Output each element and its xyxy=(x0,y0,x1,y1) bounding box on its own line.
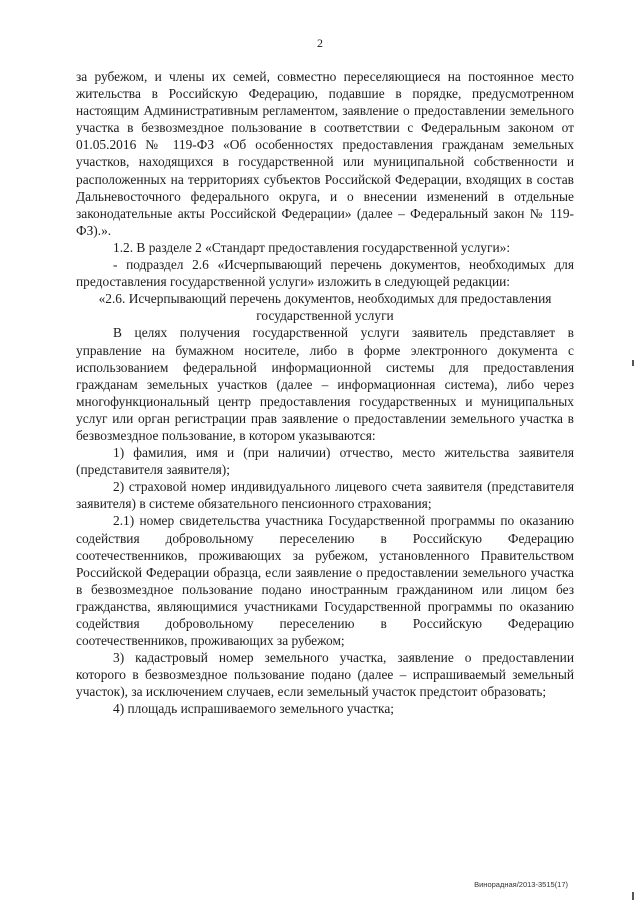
paragraph-application-intro: В целях получения государственной услуги заявитель представляет в управление на бумажном носителе, либо в форме электронного документа с использованием федеральной информационной системы для предоставления гражданам земельных участков (далее – информационная система), либо через многофункциональный центр предоставления государственных и муниципальных услуг или орган регистрации прав заявление о предоставлении земельного участка в безвозмездное пользование, в котором указываются: xyxy=(76,325,574,443)
footer-reference: Винорадная/2013-3515(17) xyxy=(474,880,568,889)
list-item-2-1: 2.1) номер свидетельства участника Государственной программы по оказанию содействия добровольному переселению в Российскую Федерацию соотечественников, проживающих за рубежом, установленного Правительством Российской Федерации образца, если заявление о предоставлении земельного участка в безвозмездное пользование подано иностранным гражданином или лицом без гражданства, являющимися участниками Государственной программы по оказанию содействия добровольному переселению в Российскую Федерацию соотечественников, проживающих за рубежом; xyxy=(76,513,574,649)
list-item-3: 3) кадастровый номер земельного участка, заявление о предоставлении которого в безвозмездное пользование подано (далее – испрашиваемый земельный участок), за исключением случаев, если земельный участок предстоит образовать; xyxy=(76,650,574,700)
list-item-2: 2) страховой номер индивидуального лицевого счета заявителя (представителя заявителя) в системе обязательного пенсионного страхования; xyxy=(76,479,574,512)
section-heading-2-6: «2.6. Исчерпывающий перечень документов, необходимых для предоставления государственной услуги xyxy=(98,291,552,324)
document-body xyxy=(76,68,574,718)
scan-edge-mark xyxy=(632,360,634,366)
list-item-4: 4) площадь испрашиваемого земельного участка; xyxy=(113,701,394,717)
scan-edge-mark xyxy=(632,892,634,900)
page-number: 2 xyxy=(317,36,323,50)
paragraph-section-1-2: 1.2. В разделе 2 «Стандарт предоставления государственной услуги»: xyxy=(113,239,511,255)
paragraph-subsection-2-6: - подраздел 2.6 «Исчерпывающий перечень документов, необходимых для предоставления государственной услуги» изложить в следующей редакции: xyxy=(76,257,574,290)
paragraph-continuation: за рубежом, и члены их семей, совместно переселяющиеся на постоянное место жительства в Российскую Федерацию, подавшие в порядке, предусмотренном настоящим Административным регламентом, заявление о предоставлении земельного участка в безвозмездное пользование в соответствии с Федеральным законом от 01.05.2016 № 119-ФЗ «Об особенностях предоставления гражданам земельных участков, находящихся в государственной или муниципальной собственности и расположенных на территориях субъектов Российской Федерации, входящих в состав Дальневосточного федерального округа, и о внесении изменений в отдельные законодательные акты Российской Федерации» (далее – Федеральный закон № 119-ФЗ).». xyxy=(76,69,574,238)
list-item-1: 1) фамилия, имя и (при наличии) отчество, место жительства заявителя (представителя заявителя); xyxy=(76,445,574,478)
